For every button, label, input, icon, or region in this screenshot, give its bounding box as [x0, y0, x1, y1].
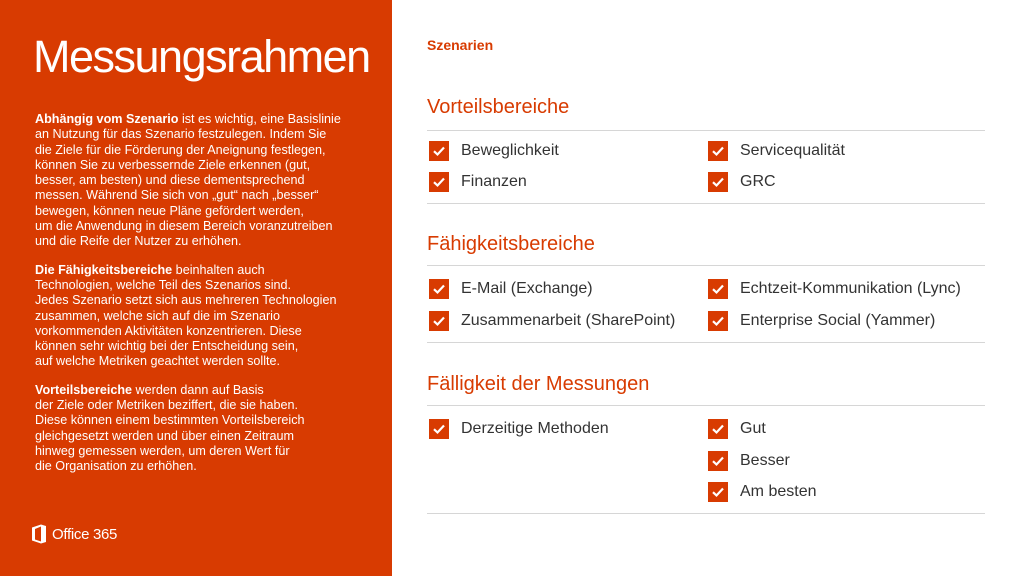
checkbox-label: Zusammenarbeit (SharePoint) — [461, 312, 676, 329]
paragraph-bold: Die Fähigkeitsbereiche — [35, 262, 173, 277]
office-logo-icon — [31, 524, 47, 544]
checkbox-label: Echtzeit-Kommunikation (Lync) — [740, 280, 961, 297]
checkbox-checked-icon[interactable] — [708, 172, 728, 192]
checkbox-item[interactable] — [708, 278, 961, 300]
checkbox-item[interactable] — [708, 310, 935, 332]
paragraph-benefits — [35, 383, 375, 475]
checkbox-item[interactable] — [708, 450, 790, 472]
checkbox-checked-icon[interactable] — [429, 172, 449, 192]
section-title-maturity: Fälligkeit der Messungen — [427, 373, 650, 395]
checkbox-label: Enterprise Social (Yammer) — [740, 312, 936, 329]
checkbox-label: Derzeitige Methoden — [461, 420, 609, 437]
description-text — [35, 112, 375, 488]
paragraph-text: werden dann auf Basis der Ziele oder Metriken beziffert, die sie haben. Diese können einem bestimmten Vorteilsbereich gleichgesetzt werden und über einen Zeitraum hinweg gemessen werden, um deren Wert für die Organisation zu erhöhen. — [35, 382, 305, 474]
checkbox-item[interactable] — [429, 418, 609, 440]
paragraph-capabilities — [35, 263, 375, 370]
checkbox-label: GRC — [740, 173, 776, 190]
checkbox-checked-icon[interactable] — [708, 311, 728, 331]
right-panel — [392, 0, 1024, 576]
divider — [427, 130, 985, 131]
logo-text: Office 365 — [52, 525, 118, 543]
checkbox-item[interactable] — [708, 481, 816, 503]
office-logo — [31, 524, 117, 544]
checkbox-label: Finanzen — [461, 173, 527, 190]
paragraph-bold: Vorteilsbereiche — [35, 382, 133, 397]
checkbox-item[interactable] — [429, 310, 675, 332]
paragraph-scenario — [35, 112, 375, 250]
checkbox-label: Beweglichkeit — [461, 142, 559, 159]
section-title-capabilities: Fähigkeitsbereiche — [427, 233, 595, 255]
checkbox-checked-icon[interactable] — [708, 451, 728, 471]
checkbox-label: E-Mail (Exchange) — [461, 280, 593, 297]
paragraph-bold: Abhängig vom Szenario — [35, 112, 179, 126]
checkbox-checked-icon[interactable] — [429, 419, 449, 439]
divider — [427, 513, 985, 514]
scenarios-heading: Szenarien — [427, 37, 494, 53]
checkbox-label: Besser — [740, 452, 790, 469]
checkbox-checked-icon[interactable] — [708, 482, 728, 502]
checkbox-item[interactable] — [708, 140, 845, 162]
checkbox-checked-icon[interactable] — [708, 279, 728, 299]
left-panel — [0, 0, 392, 576]
paragraph-text: beinhalten auch Technologien, welche Teil des Szenarios sind. Jedes Szenario setzt sich aus mehreren Technologien zusammen, welche sich auf die im Szenario vorkommenden Aktivitäten konzentrieren. Diese können sehr wichtig bei der Entscheidung sein, auf welche Metriken geachtet werden sollte. — [35, 262, 337, 369]
checkbox-checked-icon[interactable] — [708, 419, 728, 439]
checkbox-item[interactable] — [429, 140, 559, 162]
checkbox-item[interactable] — [429, 278, 593, 300]
checkbox-checked-icon[interactable] — [429, 279, 449, 299]
checkbox-item[interactable] — [708, 418, 766, 440]
checkbox-label: Gut — [740, 420, 766, 437]
paragraph-text: ist es wichtig, eine Basislinie an Nutzung für das Szenario festzulegen. Indem Sie die Ziele für die Förderung der Aneignung festlegen, können Sie zu verbessernde Ziele erkennen (gut, besser, am besten) und diese dementsprechend messen. Während Sie sich von „gut“ nach „besser“ bewegen, können neue Pläne gefördert werden, um die Anwendung in diesem Bereich voranzutreiben und die Reife der Nutzer zu erhöhen. — [35, 112, 341, 249]
slide-title: Messungsrahmen — [33, 31, 370, 82]
divider — [427, 203, 985, 204]
checkbox-item[interactable] — [708, 171, 776, 193]
divider — [427, 405, 985, 406]
divider — [427, 265, 985, 266]
divider — [427, 342, 985, 343]
checkbox-checked-icon[interactable] — [429, 311, 449, 331]
checkbox-label: Servicequalität — [740, 142, 845, 159]
checkbox-checked-icon[interactable] — [429, 141, 449, 161]
checkbox-item[interactable] — [429, 171, 527, 193]
checkbox-label: Am besten — [740, 483, 817, 500]
section-title-benefits: Vorteilsbereiche — [427, 96, 570, 118]
checkbox-checked-icon[interactable] — [708, 141, 728, 161]
